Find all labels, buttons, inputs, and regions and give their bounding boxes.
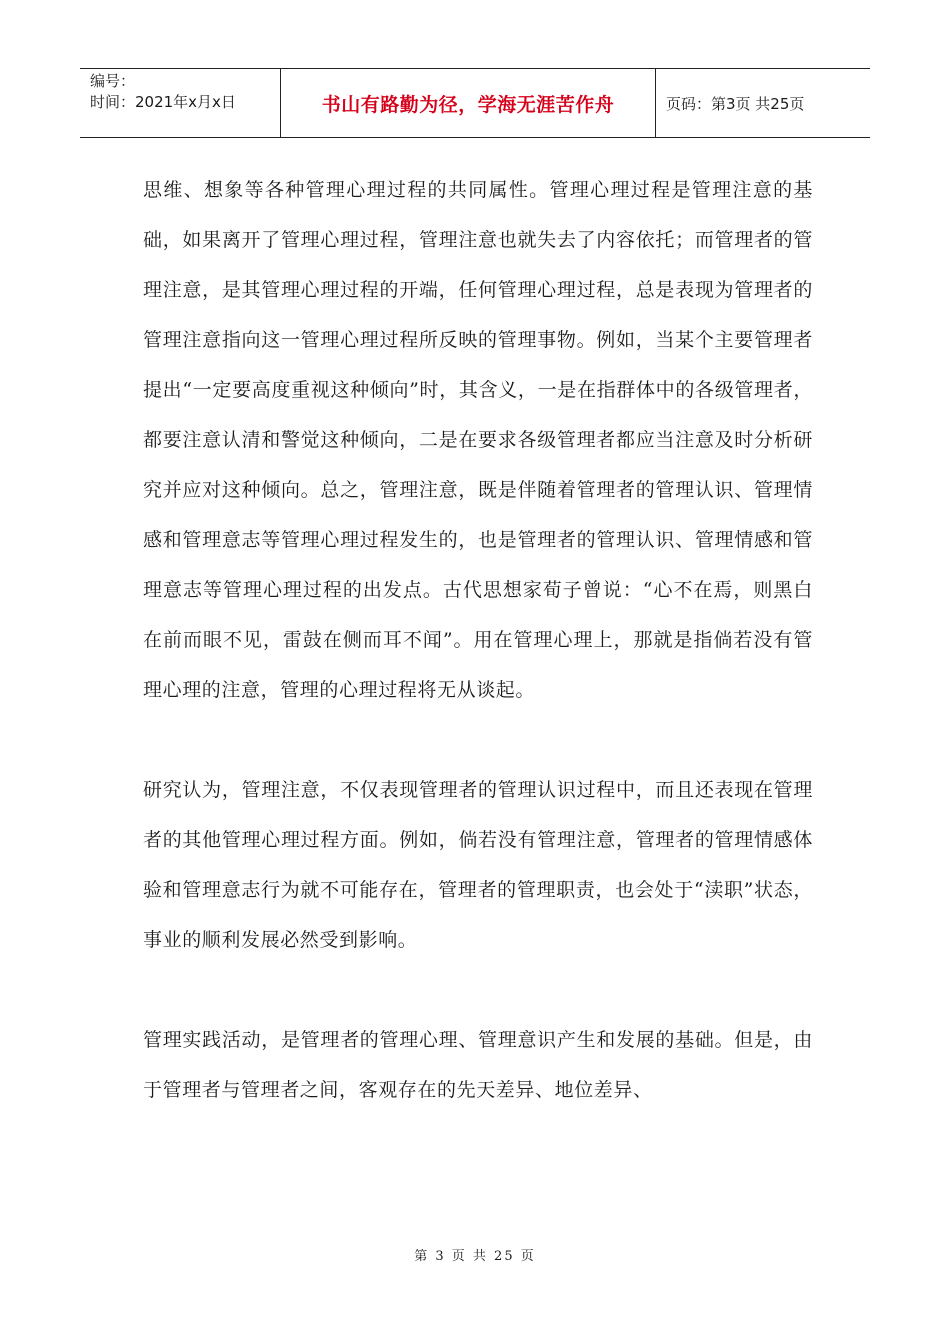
header-page-info: 页码：第3页 共25页 [666, 94, 805, 113]
header-motto: 书山有路勤为径，学海无涯苦作舟 [281, 69, 656, 137]
page-footer: 第 3 页 共 25 页 [414, 1249, 536, 1264]
paragraph: 管理实践活动，是管理者的管理心理、管理意识产生和发展的基础。但是，由于管理者与管理者之间，客观存在的先天差异、地位差异、 [143, 1029, 813, 1101]
header-meta [80, 69, 281, 137]
paragraph: 研究认为，管理注意，不仅表现管理者的管理认识过程中，而且还表现在管理者的其他管理心理过程方面。例如，倘若没有管理注意，管理者的管理情感体验和管理意志行为就不可能存在，管理者的管理职责，也会处于“渎职”状态，事业的顺利发展必然受到影响。 [143, 779, 813, 951]
document-body [143, 165, 813, 1115]
document-header [80, 68, 870, 138]
paragraph: 思维、想象等各种管理心理过程的共同属性。管理心理过程是管理注意的基础，如果离开了管理心理过程，管理注意也就失去了内容依托；而管理者的管理注意，是其管理心理过程的开端，任何管理心理过程，总是表现为管理者的管理注意指向这一管理心理过程所反映的管理事物。例如，当某个主要管理者提出“一定要高度重视这种倾向”时，其含义，一是在指群体中的各级管理者，都要注意认清和警觉这种倾向，二是在要求各级管理者都应当注意及时分析研究并应对这种倾向。总之，管理注意，既是伴随着管理者的管理认识、管理情感和管理意志等管理心理过程发生的，也是管理者的管理认识、管理情感和管理意志等管理心理过程的出发点。古代思想家荀子曾说：“心不在焉，则黑白在前而眼不见，雷鼓在侧而耳不闻”。用在管理心理上，那就是指倘若没有管理心理的注意，管理的心理过程将无从谈起。 [143, 179, 813, 701]
serial-number-label: 编号： [90, 72, 136, 90]
date-label: 时间：2021年x月x日 [90, 93, 236, 111]
